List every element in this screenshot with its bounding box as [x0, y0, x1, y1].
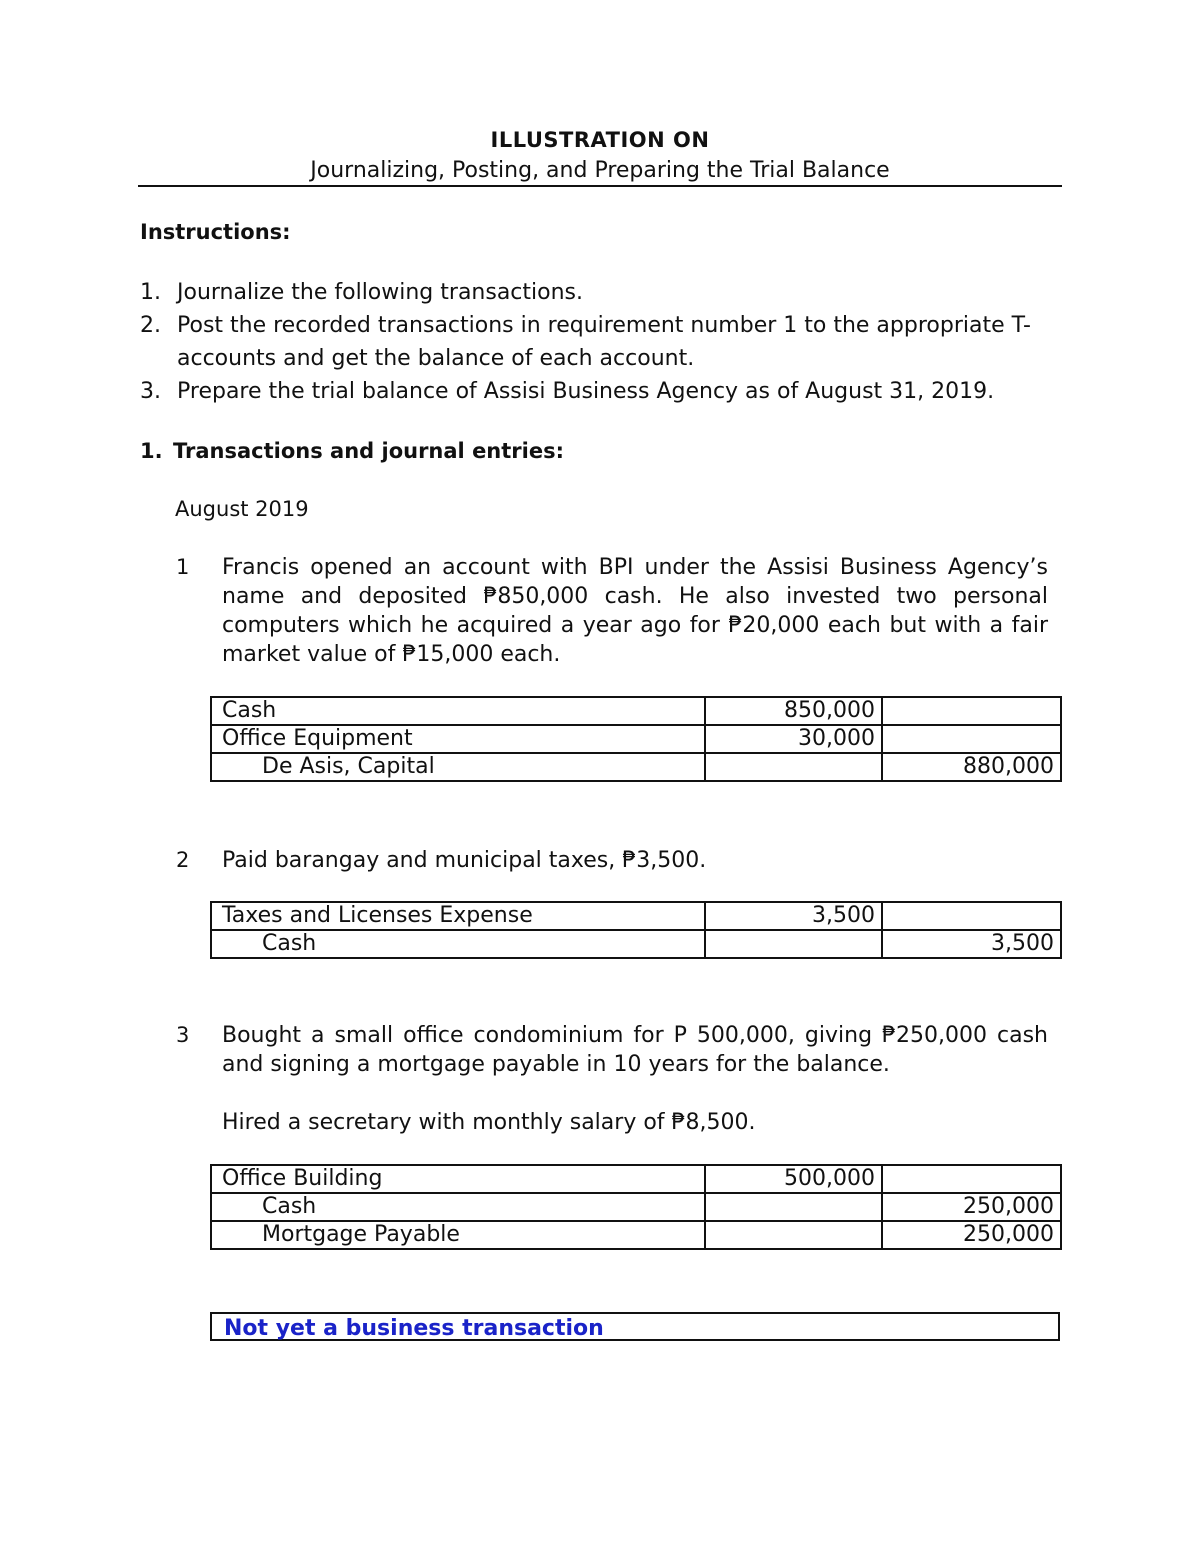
non-transaction-note: Not yet a business transaction — [210, 1312, 1060, 1341]
credit-cell — [882, 902, 1061, 930]
transaction-description: Francis opened an account with BPI under the Assisi Business Agency’s name and deposited ₱850,000 cash. He also invested two personal computers which he acquired a year ago for ₱20,000 each but with a fair market value of ₱15,000 each. — [222, 555, 1048, 667]
debit-cell: 3,500 — [705, 902, 882, 930]
transaction-number: 2 — [176, 848, 190, 872]
debit-cell: 500,000 — [705, 1165, 882, 1193]
debit-cell — [705, 1221, 882, 1249]
table-row — [211, 1221, 1061, 1249]
account-cell: Taxes and Licenses Expense — [211, 902, 705, 930]
list-item-number: 3. — [140, 379, 161, 404]
journal-entry-table — [210, 901, 1062, 959]
list-item — [140, 276, 1060, 309]
transaction-description: Bought a small office condominium for P 500,000, giving ₱250,000 cash and signing a mortgage payable in 10 years for the balance. — [222, 1023, 1048, 1077]
list-item-text: Journalize the following transactions. — [177, 280, 584, 305]
debit-cell: 30,000 — [705, 725, 882, 753]
table-row — [211, 930, 1061, 958]
table-row — [211, 1193, 1061, 1221]
instructions-list — [140, 276, 1060, 408]
list-item-text: Prepare the trial balance of Assisi Business Agency as of August 31, 2019. — [177, 379, 995, 404]
table-row — [211, 725, 1061, 753]
journal-entry-table — [210, 696, 1062, 782]
transaction-number: 1 — [176, 555, 190, 579]
section-heading — [140, 439, 564, 463]
list-item-text: Post the recorded transactions in requirement number 1 to the appropriate T-accounts and get the balance of each account. — [177, 313, 1031, 371]
credit-cell: 250,000 — [882, 1193, 1061, 1221]
credit-cell: 880,000 — [882, 753, 1061, 781]
transaction-description: Paid barangay and municipal taxes, ₱3,500. — [222, 848, 707, 873]
account-cell: De Asis, Capital — [211, 753, 705, 781]
debit-cell: 850,000 — [705, 697, 882, 725]
table-row — [211, 753, 1061, 781]
table-row — [211, 1165, 1061, 1193]
journal-entry-table — [210, 1164, 1062, 1250]
debit-cell — [705, 930, 882, 958]
table-row — [211, 697, 1061, 725]
account-cell: Cash — [211, 697, 705, 725]
section-number: 1. — [140, 439, 163, 463]
account-cell: Cash — [211, 1193, 705, 1221]
credit-cell: 3,500 — [882, 930, 1061, 958]
credit-cell: 250,000 — [882, 1221, 1061, 1249]
period-label: August 2019 — [175, 497, 309, 521]
account-cell: Cash — [211, 930, 705, 958]
section-title: Transactions and journal entries: — [173, 439, 564, 463]
list-item-number: 2. — [140, 313, 161, 338]
credit-cell — [882, 1165, 1061, 1193]
credit-cell — [882, 697, 1061, 725]
account-cell: Office Building — [211, 1165, 705, 1193]
table-row — [211, 902, 1061, 930]
list-item-number: 1. — [140, 280, 161, 305]
account-cell: Mortgage Payable — [211, 1221, 705, 1249]
transaction-number: 3 — [176, 1023, 190, 1047]
debit-cell — [705, 1193, 882, 1221]
instructions-heading: Instructions: — [140, 220, 291, 244]
list-item — [140, 309, 1060, 375]
credit-cell — [882, 725, 1061, 753]
account-cell: Office Equipment — [211, 725, 705, 753]
debit-cell — [705, 753, 882, 781]
list-item — [140, 375, 1060, 408]
document-subtitle: Journalizing, Posting, and Preparing the Trial Balance — [310, 158, 890, 183]
document-title: ILLUSTRATION ON — [490, 128, 710, 152]
title-divider — [138, 185, 1062, 187]
transaction-description-secondary: Hired a secretary with monthly salary of ₱8,500. — [222, 1110, 756, 1135]
